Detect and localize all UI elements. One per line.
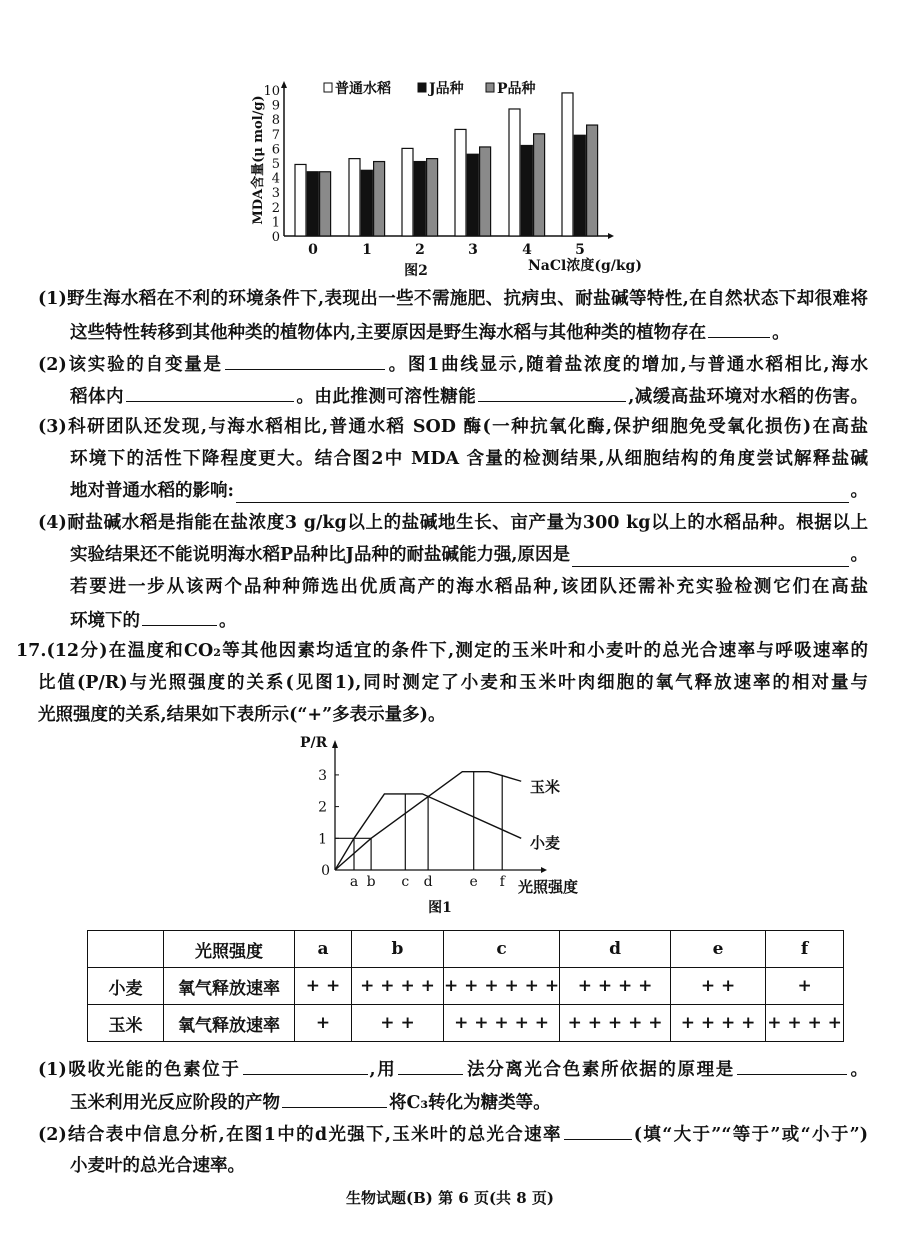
table-cell: c [444, 931, 560, 968]
q16-4-line1: (4)耐盐碱水稻是指能在盐浓度3 g/kg以上的盐碱地生长、亩产量为300 kg以上的水稻品种。根据以上 [38, 513, 868, 533]
table-cell: + + + + [671, 1005, 766, 1042]
q17-line1: 17.(12分)在温度和CO₂等其他因素均适宜的条件下,测定的玉米叶和小麦叶的总光合速率与呼吸速率的 [16, 641, 868, 661]
table-cell: b [352, 931, 444, 968]
answer-blank[interactable] [142, 607, 217, 626]
q17-1-text-a: (1)吸收光能的色素位于 [38, 1060, 241, 1080]
q16-2-text-a: (2)该实验的自变量是 [38, 355, 223, 375]
series-label: 小麦 [530, 834, 561, 852]
period: 。 [850, 545, 868, 565]
table-cell: e [671, 931, 766, 968]
answer-blank[interactable] [126, 383, 294, 402]
q16-4-line4 [70, 607, 237, 633]
x-axis-label: NaCl浓度(g/kg) [528, 258, 642, 274]
figure-title: 图1 [428, 900, 452, 916]
x-tick-label: 5 [575, 242, 585, 258]
table-cell [88, 931, 164, 968]
table-cell: + + + + [352, 968, 444, 1005]
q17-2-line2: 小麦叶的总光合速率。 [70, 1156, 245, 1176]
x-tick-label: 0 [308, 242, 318, 258]
q16-1-line2 [70, 319, 790, 345]
period: 。 [848, 1060, 868, 1080]
table-cell: f [766, 931, 844, 968]
q16-2-line2 [70, 383, 868, 407]
answer-blank[interactable] [708, 319, 770, 338]
x-tick-label: 3 [468, 242, 478, 258]
q16-4-line3: 若要进一步从该两个品种种筛选出优质高产的海水稻品种,该团队还需补充实验检测它们在高盐 [70, 577, 868, 597]
bar-J品种 [467, 154, 478, 236]
q17-2-line1 [38, 1121, 868, 1145]
q17-line3: 光照强度的关系,结果如下表所示(“+”多表示量多)。 [38, 705, 446, 725]
y-tick-label: 4 [271, 171, 280, 187]
legend-swatch [418, 83, 426, 92]
table-cell: + + + + + [444, 1005, 560, 1042]
x-tick-label: a [349, 874, 359, 890]
q16-2-text-b: 。图1曲线显示,随着盐浓度的增加,与普通水稻相比,海水 [386, 355, 868, 375]
bar-J品种 [361, 170, 372, 236]
q17-1-line2 [70, 1089, 551, 1115]
y-tick-label: 3 [318, 767, 327, 784]
answer-blank[interactable] [225, 351, 385, 370]
x-axis-arrow [608, 233, 614, 239]
bar-J品种 [521, 145, 532, 236]
y-tick-label: 3 [271, 186, 280, 202]
bar-P品种 [427, 159, 438, 236]
q16-2-text-e: ,减缓高盐环境对水稻的伤害。 [628, 387, 868, 407]
table-cell: + + + + [766, 1005, 844, 1042]
q16-3-text: 地对普通水稻的影响: [70, 481, 234, 501]
bar-普通水稻 [349, 159, 360, 236]
series-label: 玉米 [530, 778, 561, 796]
table-cell: 玉米 [88, 1005, 164, 1042]
table-cell: d [560, 931, 671, 968]
y-tick-label: 9 [271, 98, 280, 114]
y-tick-label: 2 [318, 799, 327, 816]
answer-blank[interactable] [282, 1089, 387, 1108]
x-tick-label: f [499, 874, 505, 890]
y-tick-label: 7 [271, 127, 280, 143]
table-cell: + + [352, 1005, 444, 1042]
answer-blank[interactable] [737, 1056, 847, 1075]
y-tick-label: 1 [318, 831, 327, 848]
answer-blank[interactable] [478, 383, 626, 402]
q16-1-text: 这些特性转移到其他种类的植物体内,主要原因是野生海水稻与其他种类的植物存在 [70, 323, 707, 343]
legend-label: 普通水稻 [335, 81, 391, 97]
x-tick-label: b [366, 874, 376, 890]
q17-1-text-c: 法分离光合色素所依据的原理是 [465, 1060, 735, 1080]
bar-J品种 [414, 162, 425, 236]
period: 。 [850, 481, 868, 501]
y-tick-label: 2 [271, 200, 280, 216]
table-cell: 氧气释放速率 [164, 968, 295, 1005]
q16-3-line3 [70, 479, 868, 503]
table-cell: + + [671, 968, 766, 1005]
y-tick-label: 0 [271, 230, 280, 245]
period: 。 [219, 611, 237, 631]
table-cell: 光照强度 [164, 931, 295, 968]
q16-2-text-d: 。由此推测可溶性糖能 [295, 387, 477, 407]
q17-line2: 比值(P/R)与光照强度的关系(见图1),同时测定了小麦和玉米叶肉细胞的氧气释放速率的相对量与 [38, 673, 868, 693]
x-tick-label: c [401, 874, 410, 890]
q16-4-line2 [70, 543, 868, 567]
bar-P品种 [587, 125, 598, 236]
figure-1-line-chart [0, 725, 900, 925]
y-tick-label: 8 [271, 113, 280, 129]
answer-blank[interactable] [236, 484, 849, 503]
origin-label: 0 [321, 863, 330, 879]
page-footer: 生物试题(B) 第 6 页(共 8 页) [345, 1189, 555, 1207]
bar-J品种 [574, 135, 585, 236]
q17-2-text-a: (2)结合表中信息分析,在图1中的d光强下,玉米叶的总光合速率 [38, 1125, 562, 1145]
y-tick-label: 5 [271, 157, 280, 172]
y-axis-label: MDA含量(μ mol/g) [251, 95, 266, 225]
y-tick-label: 10 [263, 84, 280, 99]
q17-1-text-e: 将C₃转化为糖类等。 [389, 1093, 551, 1113]
bar-P品种 [320, 172, 331, 236]
table-cell: + + + + + + [444, 968, 560, 1005]
table-cell: + + + + [560, 968, 671, 1005]
x-axis-label: 光照强度 [518, 878, 579, 896]
answer-blank[interactable] [564, 1121, 632, 1140]
q17-1-text-d: 玉米利用光反应阶段的产物 [70, 1093, 280, 1113]
bar-普通水稻 [455, 129, 466, 236]
q16-2-text-c: 稻体内 [70, 387, 124, 407]
answer-blank[interactable] [398, 1056, 463, 1075]
legend-swatch [324, 83, 332, 92]
oxygen-release-table [87, 930, 844, 1042]
bar-普通水稻 [402, 148, 413, 236]
q16-4-text: 环境下的 [70, 611, 140, 631]
q17-1-line1 [38, 1056, 868, 1080]
table-cell: + [295, 1005, 352, 1042]
legend-label: P品种 [497, 81, 536, 97]
answer-blank[interactable] [572, 548, 848, 567]
period: 。 [772, 323, 790, 343]
answer-blank[interactable] [243, 1056, 368, 1075]
table-cell: + [766, 968, 844, 1005]
y-axis-arrow [332, 740, 338, 748]
q16-3-line2: 环境下的活性下降程度更大。结合图2中 MDA 含量的检测结果,从细胞结构的角度尝试解释盐碱 [70, 449, 868, 469]
x-axis-arrow [541, 867, 547, 873]
table-header-row [88, 931, 844, 968]
figure-title: 图2 [404, 263, 428, 279]
x-tick-label: 1 [362, 242, 372, 258]
q17-2-text-b: (填“大于”“等于”或“小于”) [633, 1125, 868, 1145]
y-axis-label: P/R [300, 735, 328, 751]
y-tick-label: 1 [271, 215, 280, 231]
q16-4-text: 实验结果还不能说明海水稻P品种比J品种的耐盐碱能力强,原因是 [70, 545, 571, 565]
table-cell: a [295, 931, 352, 968]
x-tick-label: e [469, 874, 478, 890]
table-row [88, 968, 844, 1005]
table-cell: + + [295, 968, 352, 1005]
q16-1-line1: (1)野生海水稻在不利的环境条件下,表现出一些不需施肥、抗病虫、耐盐碱等特性,在自然状态下却很难将 [38, 289, 868, 309]
figure-2-bar-chart [0, 0, 900, 285]
x-tick-label: d [423, 874, 433, 890]
q17-1-text-b: ,用 [369, 1060, 397, 1080]
bar-P品种 [480, 147, 491, 236]
table-cell: 氧气释放速率 [164, 1005, 295, 1042]
bar-普通水稻 [295, 164, 306, 236]
q16-3-line1: (3)科研团队还发现,与海水稻相比,普通水稻 SOD 酶(一种抗氧化酶,保护细胞免受氧化损伤)在高盐 [38, 417, 868, 437]
x-tick-label: 4 [522, 242, 532, 258]
table-cell: + + + + + [560, 1005, 671, 1042]
table-row [88, 1005, 844, 1042]
table-cell: 小麦 [88, 968, 164, 1005]
bar-J品种 [307, 172, 318, 236]
bar-普通水稻 [509, 109, 520, 236]
legend-swatch [486, 83, 494, 92]
bar-P品种 [374, 162, 385, 236]
q16-2-line1 [38, 351, 868, 375]
bar-普通水稻 [562, 93, 573, 236]
legend-label: J品种 [429, 81, 464, 97]
bar-P品种 [534, 134, 545, 236]
y-tick-label: 6 [271, 142, 280, 158]
y-axis-arrow [281, 81, 287, 88]
x-tick-label: 2 [415, 242, 425, 258]
